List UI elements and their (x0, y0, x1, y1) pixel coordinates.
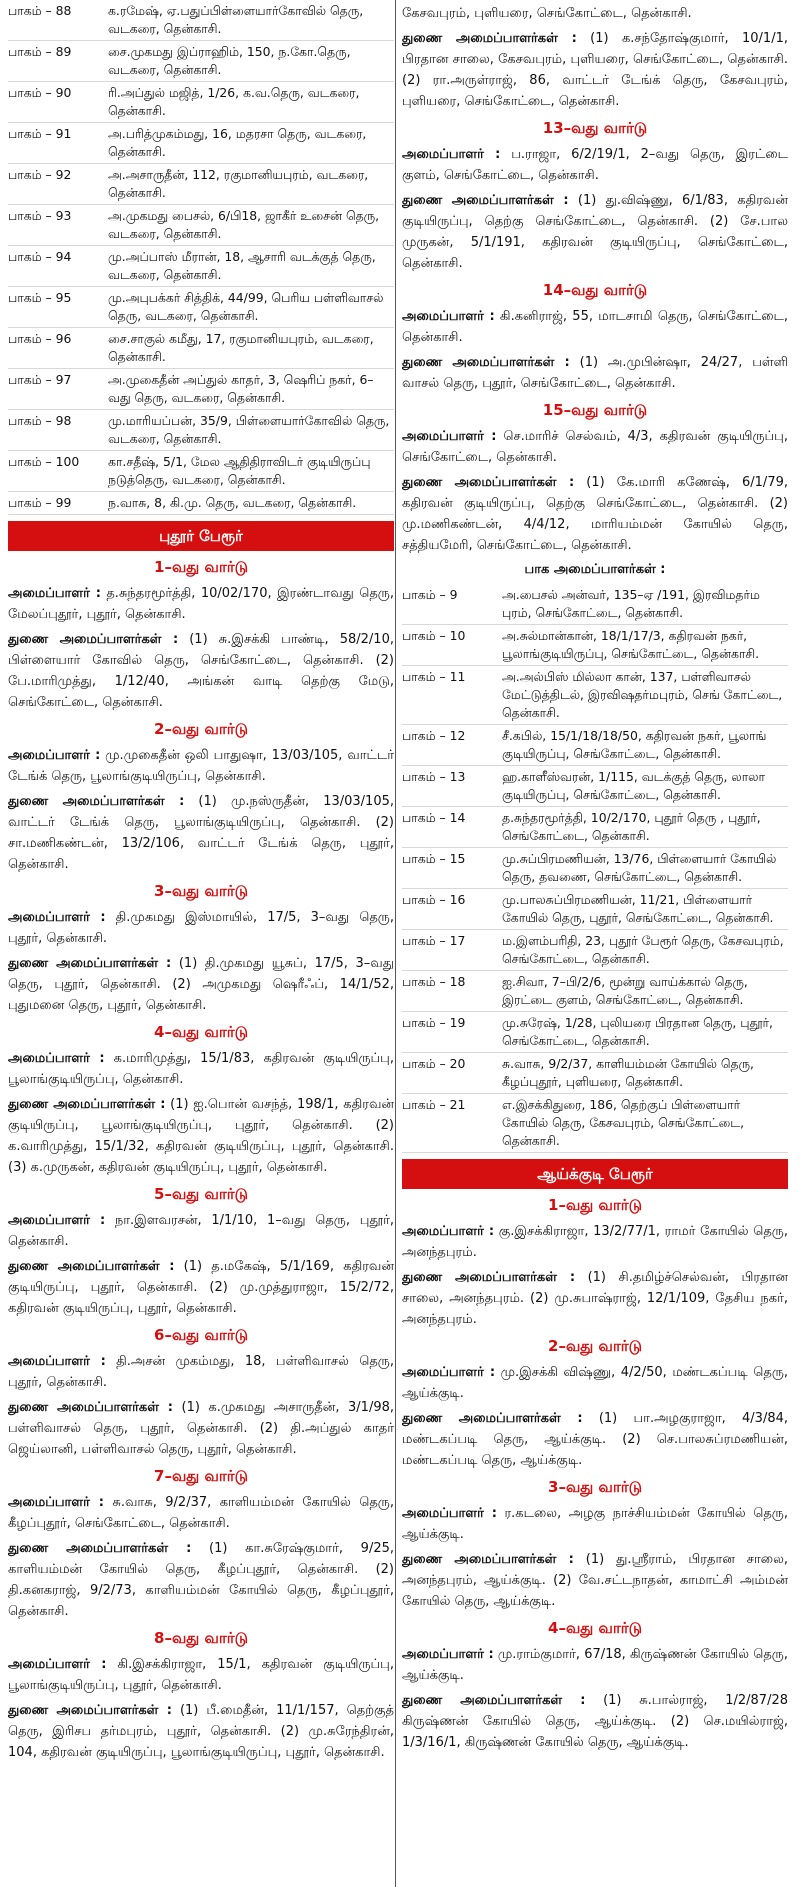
ward-entry (8, 629, 394, 713)
ward-entry (8, 745, 394, 787)
ward-entry (8, 791, 394, 875)
pagam-row (8, 246, 394, 287)
entry-label: அமைப்பாளர் : (402, 1506, 497, 1521)
ward-entry (8, 1492, 394, 1534)
pagam-details: அ.சுல்மான்கான், 18/1/17/3, கதிரவன் நகர், பூலாங்குடியிருப்பு, செங்கோட்டை, தென்காசி. (502, 628, 760, 661)
ward-entry (402, 3, 788, 24)
entry-text: (1) க.சந்தோஷ்குமார், 10/1/1, பிரதான சாலை, கேசவபுரம், புளியரை, செங்கோட்டை, தென்காசி. (2) ரா.அருள்ராஜ், 86, வாட்டர் டேங்க் தெரு, கேசவபுரம், புளியரை, செங்கோட்டை, தென்காசி. (402, 31, 788, 109)
pagam-number: பாகம் – 17 (402, 933, 466, 948)
pagam-number: பாகம் – 16 (402, 892, 466, 907)
pagam-details: மு.சுப்பிரமணியன், 13/76, பிள்ளையார் கோயில் தெரு, தவணை, செங்கோட்டை, தென்காசி. (502, 851, 777, 884)
pagam-number: பாகம் – 10 (402, 628, 466, 643)
pagam-details: ஐ.சிவா, 7–பி/2/6, மூன்று வாய்க்கால் தெரு, இரட்டை குளம், செங்கோட்டை, தென்காசி. (502, 974, 748, 1007)
ward-entry (402, 306, 788, 348)
pagam-details: சு.வாசு, 9/2/37, காளியம்மன் கோயில் தெரு, கீழப்புதூர், புளியரை, தென்காசி. (502, 1056, 754, 1089)
entry-text: (1) தி.முகமது யூசுப், 17/5, 3–வது தெரு, புதூர், தென்காசி. (2) அமுகமது ஷெரீஃப், 14/1/52, புதுமனை தெரு, புதூர், தென்காசி. (8, 956, 394, 1013)
ward-block (8, 1467, 394, 1622)
entry-label: துணை அமைப்பாளர்கள் : (8, 794, 185, 809)
pagam-row (8, 328, 394, 369)
pagam-details: ம.இளம்பரிதி, 23, புதூர் பேரூர் தெரு, கேசவபுரம், செங்கோட்டை, தென்காசி. (502, 933, 784, 966)
pagam-row (402, 1012, 788, 1053)
pagam-row (8, 41, 394, 82)
ward-title: 4–வது வார்டு (154, 1023, 248, 1041)
ward-title: 2–வது வார்டு (154, 720, 248, 738)
ward-entry (402, 144, 788, 186)
ward-title: 14–வது வார்டு (542, 281, 648, 299)
pagam-row (402, 848, 788, 889)
ward-title: 1–வது வார்டு (548, 1196, 642, 1214)
ward-entry (402, 190, 788, 274)
ward-entry (8, 1397, 394, 1460)
ward-block (402, 119, 788, 274)
pagam-number: பாகம் – 95 (8, 290, 72, 305)
entry-label: அமைப்பாளர் : (8, 1495, 104, 1510)
pagam-details: மு.அப்பாஸ் மீரான், 18, ஆசாரி வடக்குத் தெரு, வடகரை, தென்காசி. (108, 249, 376, 282)
entry-label: துணை அமைப்பாளர்கள் : (8, 1703, 172, 1718)
ward-entry (8, 1210, 394, 1252)
ward-entry (8, 1654, 394, 1696)
pagam-row (8, 492, 394, 515)
pagam-row (402, 666, 788, 725)
entry-text: தி.அசன் முகம்மது, 18, பள்ளிவாசல் தெரு, புதூர், தென்காசி. (8, 1354, 394, 1390)
ward-block (8, 1185, 394, 1319)
entry-text: க.மாரிமுத்து, 15/1/83, கதிரவன் குடியிருப்பு, பூலாங்குடியிருப்பு, தென்காசி. (8, 1051, 394, 1087)
ward-entry (402, 28, 788, 112)
entry-label: அமைப்பாளர் : (402, 1647, 494, 1662)
pagam-details: மு.மாரியப்பன், 35/9, பிள்ளையார்கோவில் தெரு, வடகரை, தென்காசி. (108, 413, 390, 446)
ward-title: 5–வது வார்டு (154, 1185, 248, 1203)
pagam-row (8, 205, 394, 246)
entry-label: அமைப்பாளர் : (402, 309, 495, 324)
entry-text: (1) கா.சுரேஷ்குமார், 9/25, காளியம்மன் கோயில் தெரு, கீழப்புதூர், தென்காசி. (2) தி.கனகராஜ், 9/2/73, காளியம்மன் கோயில் தெரு, கீழப்புதூர், தென்காசி. (8, 1541, 394, 1619)
entry-label: துணை அமைப்பாளர்கள் : (8, 1400, 174, 1415)
pagam-details: மு.பாலசுப்பிரமணியன், 11/21, பிள்ளையார் கோயில் தெரு, புதூர், செங்கோட்டை, தென்காசி. (502, 892, 774, 925)
entry-text: (1) க.முகமது அசாருதீன், 3/1/98, பள்ளிவாசல் தெரு, புதூர், தென்காசி. (2) தி.அப்துல் காதர் ஜெய்லானி, பள்ளிவாசல் தெரு, புதூர், தென்காசி. (8, 1400, 394, 1457)
entry-label: துணை அமைப்பாளர்கள் : (402, 31, 577, 46)
continued-entry (402, 3, 788, 112)
entry-label: அமைப்பாளர் : (402, 429, 497, 444)
pagam-row (402, 725, 788, 766)
pagam-number: பாகம் – 14 (402, 810, 466, 825)
pagam-details: சை.முகமது இப்ராஹிம், 150, ந.கோ.தெரு, வடகரை, தென்காசி. (108, 44, 351, 77)
entry-text: (1) து.விஷ்ணு, 6/1/83, கதிரவன் குடியிருப்பு, தெற்கு செங்கோட்டை, தென்காசி. (2) சே.பால முருகன், 5/1/191, கதிரவன் குடியிருப்பு, செங்கோட்டை, தென்காசி. (402, 193, 788, 271)
pagam-row (402, 889, 788, 930)
ward-block (8, 720, 394, 875)
entry-text: செ.மாரிச் செல்வம், 4/3, கதிரவன் குடியிருப்பு, செங்கோட்டை, தென்காசி. (402, 429, 788, 465)
aykudi-wards (402, 1196, 788, 1753)
ward-entry (402, 1549, 788, 1612)
pagam-number: பாகம் – 18 (402, 974, 466, 989)
ward-block (8, 882, 394, 1016)
puthur-wards (8, 558, 394, 1763)
ward-entry (8, 1351, 394, 1393)
ward-block (402, 1196, 788, 1330)
pagam-row (402, 625, 788, 666)
ward-block (402, 1478, 788, 1612)
ward-block (402, 1619, 788, 1753)
pagam-details: அ.அல்பிஸ் மில்லா கான், 137, பள்ளிவாசல் மேட்டுத்திடல், இரவிஷதர்மபுரம், செங் கோட்டை, தென்காசி. (502, 669, 783, 720)
left-pagam-list (8, 0, 394, 515)
entry-text: கி.கனிராஜ், 55, மாடசாமி தெரு, செங்கோட்டை, தென்காசி. (402, 309, 788, 345)
pagam-number: பாகம் – 100 (8, 454, 80, 469)
entry-label: அமைப்பாளர் : (402, 1365, 496, 1380)
pagam-number: பாகம் – 13 (402, 769, 466, 784)
ward-title: 8–வது வார்டு (154, 1629, 248, 1647)
entry-label: அமைப்பாளர் : (8, 1657, 107, 1672)
pagam-details: அ.அசாருதீன், 112, ரகுமானியபுரம், வடகரை, தென்காசி. (108, 167, 369, 200)
pagam-number: பாகம் – 94 (8, 249, 72, 264)
pagam-details: எ.இசக்கிதுரை, 186, தெற்குப் பிள்ளையார் கோயில் தெரு, கேசவபுரம், செங்கோட்டை, தென்காசி. (502, 1097, 745, 1148)
pagam-number: பாகம் – 92 (8, 167, 72, 182)
entry-label: துணை அமைப்பாளர்கள் : (402, 1411, 583, 1426)
ward-entry (8, 1256, 394, 1319)
entry-text: மு.ராம்குமார், 67/18, கிருஷ்ணன் கோயில் தெரு, ஆய்க்குடி. (402, 1647, 788, 1683)
entry-label: துணை அமைப்பாளர்கள் : (8, 1259, 175, 1274)
right-pagam-list (402, 584, 788, 1153)
entry-label: துணை அமைப்பாளர்கள் : (8, 956, 172, 971)
entry-label: அமைப்பாளர் : (8, 1354, 106, 1369)
pagam-number: பாகம் – 15 (402, 851, 466, 866)
entry-text: சு.வாசு, 9/2/37, காளியம்மன் கோயில் தெரு, கீழப்புதூர், செங்கோட்டை, தென்காசி. (8, 1495, 394, 1531)
ward-entry (8, 1700, 394, 1763)
right-column (402, 0, 788, 1887)
pagam-row (402, 584, 788, 625)
pagam-details: சீ.கபில், 15/1/18/18/50, கதிரவன் நகர், பூலாங் குடியிருப்பு, செங்கோட்டை, தென்காசி. (502, 728, 767, 761)
entry-text: (1) மு.நஸ்ருதீன், 13/03/105, வாட்டர் டேங்க் தெரு, பூலாங்குடியிருப்பு, தென்காசி. (2) சா.மணிகண்டன், 13/2/106, வாட்டர் டேங்க் தெரு, புதூர், தென்காசி. (8, 794, 394, 872)
entry-label: துணை அமைப்பாளர்கள் : (8, 632, 179, 647)
pagam-details: த.சுந்தரமூர்த்தி, 10/2/170, புதூர் தெரு , புதூர், செங்கோட்டை, தென்காசி. (502, 810, 761, 843)
pagam-details: அ.பரித்முகம்மது, 16, மதரசா தெரு, வடகரை, தென்காசி. (108, 126, 367, 159)
entry-text: ர.கடலை, அழகு நாச்சியம்மன் கோயில் தெரு, ஆய்க்குடி. (402, 1506, 788, 1542)
entry-label: அமைப்பாளர் : (8, 910, 106, 925)
pagam-details: அ.பைசல் அன்வர், 135–ஏ /191, இரவிமதர்ம புரம், செங்கோட்டை, தென்காசி. (502, 587, 760, 620)
pagam-row (8, 451, 394, 492)
ward-title: 6–வது வார்டு (154, 1326, 248, 1344)
entry-label: துணை அமைப்பாளர்கள் : (402, 1693, 586, 1708)
pagam-details: அ.முகமது பைசல், 6/பி18, ஜாகீர் உசைன் தெரு, வடகரை, தென்காசி. (108, 208, 380, 241)
entry-label: துணை அமைப்பாளர்கள் : (402, 355, 570, 370)
ward-block (402, 401, 788, 556)
ward-block (402, 281, 788, 394)
entry-text: (1) சி.தமிழ்ச்செல்வன், பிரதான சாலை, அனந்தபுரம். (2) மு.சுபாஷ்ராஜ், 12/1/109, தேசிய நகர், அனந்தபுரம். (402, 1270, 788, 1327)
pagam-details: சை.சாகுல் கமீது, 17, ரகுமானியபுரம், வடகரை, தென்காசி. (108, 331, 374, 364)
entry-text: (1) ஐ.பொன் வசந்த், 198/1, கதிரவன் குடியிருப்பு, பூலாங்குடியிருப்பு, புதூர், தென்காசி. (2) க.வாரிமுத்து, 15/1/32, கதிரவன் குடியிருப்பு, புதூர், தென்காசி. (3) க.முருகன், கதிரவன் குடியிருப்பு, புதூர், தென்காசி. (8, 1097, 394, 1175)
entry-text: கு.இசக்கிராஜா, 13/2/77/1, ராமர் கோயில் தெரு, அனந்தபுரம். (402, 1224, 788, 1260)
ward-entry (402, 1408, 788, 1471)
ward-entry (402, 1690, 788, 1753)
entry-label: அமைப்பாளர் : (402, 1224, 495, 1239)
ward-entry (8, 1538, 394, 1622)
pagam-details: மு.சுரேஷ், 1/28, புலியரை பிரதான தெரு, புதூர், செங்கோட்டை, தென்காசி. (502, 1015, 773, 1048)
pagam-details: ரி.அப்துல் மஜித், 1/26, க.வ.தெரு, வடகரை, தென்காசி. (108, 85, 360, 118)
right-wards (402, 119, 788, 556)
entry-label: துணை அமைப்பாளர்கள் : (402, 1270, 576, 1285)
pagam-number: பாகம் – 11 (402, 669, 466, 684)
entry-text: மு.முகைதீன் ஒலி பாதுஷா, 13/03/105, வாட்டர் டேங்க் தெரு, பூலாங்குடியிருப்பு, தென்காசி. (8, 748, 394, 784)
ward-title: 7–வது வார்டு (154, 1467, 248, 1485)
ward-title: 4–வது வார்டு (548, 1619, 642, 1637)
ward-entry (8, 953, 394, 1016)
pagam-row (8, 0, 394, 41)
ward-entry (402, 1644, 788, 1686)
pagam-row (402, 1053, 788, 1094)
entry-text: (1) பீ.மைதீன், 11/1/157, தெற்குத் தெரு, இரிசப தர்மபுரம், புதூர், தென்காசி. (2) மு.சுரேந்திரன், 104, கதிரவன் குடியிருப்பு, பூலாங்குடியிருப்பு, புதூர், தென்காசி. (8, 1703, 394, 1760)
pagam-row (8, 287, 394, 328)
entry-text: ப.ராஜா, 6/2/19/1, 2–வது தெரு, இரட்டை குளம், செங்கோட்டை, தென்காசி. (402, 147, 788, 183)
ward-title: 15–வது வார்டு (542, 401, 648, 419)
entry-label: அமைப்பாளர் : (8, 586, 101, 601)
pagam-row (8, 410, 394, 451)
ward-title: 3–வது வார்டு (154, 882, 248, 900)
pagam-number: பாகம் – 19 (402, 1015, 466, 1030)
column-divider (395, 0, 396, 1887)
ward-entry (402, 472, 788, 556)
entry-text: (1) த.மகேஷ், 5/1/169, கதிரவன் குடியிருப்பு, புதூர், தென்காசி. (2) மு.முத்துராஜா, 15/2/72, கதிரவன் குடியிருப்பு, புதூர், தென்காசி. (8, 1259, 394, 1316)
entry-label: துணை அமைப்பாளர்கள் : (402, 475, 575, 490)
pagam-number: பாகம் – 97 (8, 372, 72, 387)
pagam-row (8, 82, 394, 123)
entry-text: (1) சு.பால்ராஜ், 1/2/87/28 கிருஷ்ணன் கோயில் தெரு, ஆய்க்குடி. (2) செ.மயில்ராஜ், 1/3/16/1, கிருஷ்ணன் கோயில் தெரு, ஆய்க்குடி. (402, 1693, 788, 1750)
entry-text: (1) அ.முபின்ஷா, 24/27, பள்ளி வாசல் தெரு, புதூர், செங்கோட்டை, தென்காசி. (402, 355, 788, 391)
pagam-number: பாகம் – 9 (402, 587, 458, 602)
ward-title: 1–வது வார்டு (154, 558, 248, 576)
entry-label: அமைப்பாளர் : (8, 1051, 105, 1066)
entry-text: (1) து.ஸ்ரீராம், பிரதான சாலை, அனந்தபுரம், ஆய்க்குடி. (2) வே.சட்டநாதன், காமாட்சி அம்மன் கோயில் தெரு, ஆய்க்குடி. (402, 1552, 788, 1609)
ward-entry (402, 1267, 788, 1330)
entry-label: அமைப்பாளர் : (8, 1213, 106, 1228)
entry-text: நா.இளவரசன், 1/1/10, 1–வது தெரு, புதூர், தென்காசி. (8, 1213, 394, 1249)
pagam-row (402, 971, 788, 1012)
pagam-row (402, 807, 788, 848)
entry-text: மு.இசக்கி விஷ்ணு, 4/2/50, மண்டகப்படி தெரு, ஆய்க்குடி. (402, 1365, 788, 1401)
pagam-number: பாகம் – 96 (8, 331, 72, 346)
pagam-details: கா.சதீஷ், 5/1, மேல ஆதிதிராவிடர் குடியிருப்பு நடுத்தெரு, வடகரை, தென்காசி. (108, 454, 371, 487)
pagam-row (402, 766, 788, 807)
pagam-number: பாகம் – 12 (402, 728, 466, 743)
ward-entry (402, 352, 788, 394)
ward-block (8, 1629, 394, 1763)
pagam-row (402, 1094, 788, 1153)
ward-entry (402, 426, 788, 468)
ward-title: 2–வது வார்டு (548, 1337, 642, 1355)
pagam-details: ந.வாசு, 8, கி.மு. தெரு, வடகரை, தென்காசி. (108, 495, 357, 510)
pagam-number: பாகம் – 21 (402, 1097, 466, 1112)
pagam-details: ஹ.காளீஸ்வரன், 1/115, வடக்குத் தெரு, லாலா குடியிருப்பு, செங்கோட்டை, தென்காசி. (502, 769, 765, 802)
ward-entry (402, 1221, 788, 1263)
pagam-number: பாகம் – 91 (8, 126, 72, 141)
ward-block (8, 558, 394, 713)
ward-title: 3–வது வார்டு (548, 1478, 642, 1496)
ward-block (8, 1023, 394, 1178)
pagam-number: பாகம் – 20 (402, 1056, 466, 1071)
entry-label: துணை அமைப்பாளர்கள் : (8, 1097, 166, 1112)
pagam-details: க.ரமேஷ், ஏ.பதுப்பிள்ளையார்கோவில் தெரு, வடகரை, தென்காசி. (108, 3, 364, 36)
pagam-number: பாகம் – 98 (8, 413, 72, 428)
pagam-row (402, 930, 788, 971)
pagam-details: அ.முகைதீன் அப்துல் காதர், 3, ஷெரிப் நகர், 6–வது தெரு, வடகரை, தென்காசி. (108, 372, 374, 405)
entry-label: அமைப்பாளர் : (8, 748, 101, 763)
entry-text: (1) பா.அழகுராஜா, 4/3/84, மண்டகப்படி தெரு, ஆய்க்குடி. (2) செ.பாலசுப்ரமணியன், மண்டகப்படி தெரு, ஆய்க்குடி. (402, 1411, 788, 1468)
entry-label: துணை அமைப்பாளர்கள் : (8, 1541, 192, 1556)
entry-label: அமைப்பாளர் : (402, 147, 501, 162)
ward-block (402, 1337, 788, 1471)
ward-entry (8, 1048, 394, 1090)
pagam-number: பாகம் – 90 (8, 85, 72, 100)
ward-entry (402, 1362, 788, 1404)
ward-entry (8, 583, 394, 625)
entry-text: (1) கே.மாரி கணேஷ், 6/1/79, கதிரவன் குடியிருப்பு, தெற்கு செங்கோட்டை, தென்காசி. (2) மு.மணிகண்டன், 4/4/12, மாரியம்மன் கோயில் தெரு, சத்தியமேரி, செங்கோட்டை, தென்காசி. (402, 475, 788, 553)
entry-text: தி.முகமது இஸ்மாயில், 17/5, 3–வது தெரு, புதூர், தென்காசி. (8, 910, 394, 946)
ward-entry (8, 907, 394, 949)
entry-text: த.சுந்தரமூர்த்தி, 10/02/170, இரண்டாவது தெரு, மேலப்புதூர், புதூர், தென்காசி. (8, 586, 394, 622)
pagam-row (8, 164, 394, 205)
entry-label: துணை அமைப்பாளர்கள் : (402, 1552, 574, 1567)
pagam-heading: பாக அமைப்பாளர்கள் : (524, 562, 666, 577)
entry-text: (1) சு.இசக்கி பாண்டி, 58/2/10, பிள்ளையார் கோவில் தெரு, செங்கோட்டை, தென்காசி. (2) பே.மாரிமுத்து, 1/12/40, அங்கன் வாடி தெற்கு மேடு, செங்கோட்டை, தென்காசி. (8, 632, 394, 710)
left-column (8, 0, 394, 1887)
ward-entry (402, 1503, 788, 1545)
pagam-number: பாகம் – 93 (8, 208, 72, 223)
entry-text: கி.இசக்கிராஜா, 15/1, கதிரவன் குடியிருப்பு, பூலாங்குடியிருப்பு, புதூர், தென்காசி. (8, 1657, 394, 1693)
entry-text: கேசவபுரம், புளியரை, செங்கோட்டை, தென்காசி. (402, 6, 692, 21)
entry-label: துணை அமைப்பாளர்கள் : (402, 193, 569, 208)
puthur-banner: புதூர் பேரூர் (8, 521, 394, 551)
pagam-row (8, 369, 394, 410)
pagam-number: பாகம் – 89 (8, 44, 72, 59)
ward-block (8, 1326, 394, 1460)
pagam-number: பாகம் – 88 (8, 3, 72, 18)
pagam-row (8, 123, 394, 164)
ward-title: 13–வது வார்டு (542, 119, 648, 137)
pagam-number: பாகம் – 99 (8, 495, 72, 510)
aykudi-banner: ஆய்க்குடி பேரூர் (402, 1159, 788, 1189)
pagam-details: மு.அபுபக்கர் சித்திக், 44/99, பெரிய பள்ளிவாசல் தெரு, வடகரை, தென்காசி. (108, 290, 384, 323)
ward-entry (8, 1094, 394, 1178)
